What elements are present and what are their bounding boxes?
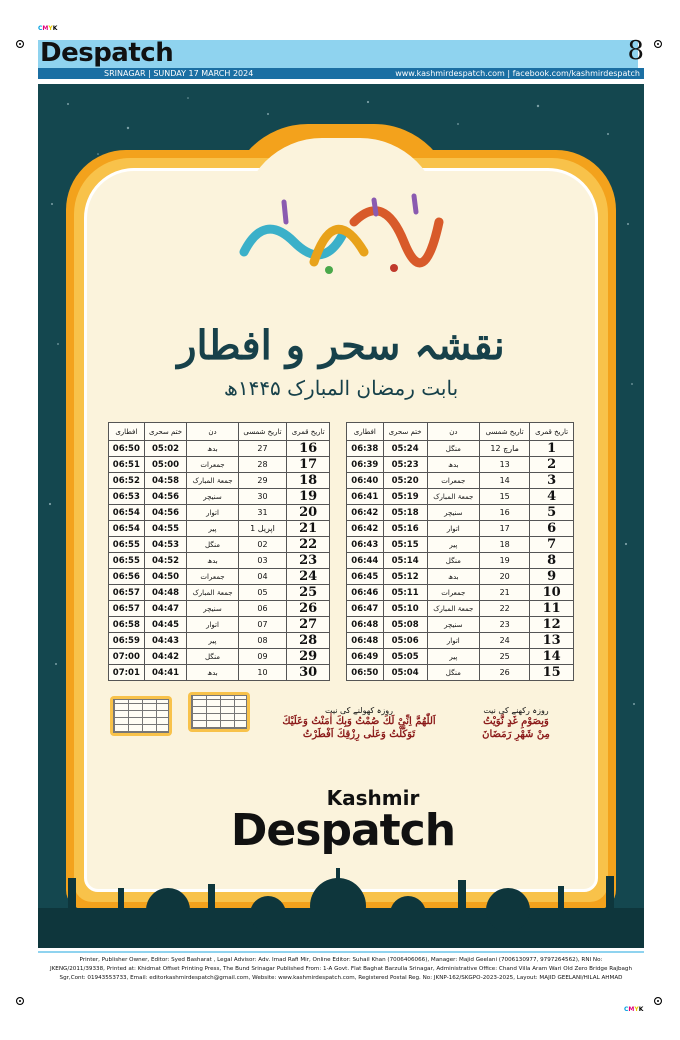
lunar-date: 5 [530, 505, 574, 521]
day-name: اتوار [427, 633, 480, 649]
brand-top: Kashmir [326, 786, 420, 810]
breaking-intention-dua-line1: اَللّٰهُمَّ اِنِّىْ لَكَ صُمْتُ وَبِكَ اٰمَنْتُ وَعَلَيْكَ [282, 716, 436, 727]
lunar-date: 15 [530, 665, 574, 681]
solar-date: 18 [480, 537, 530, 553]
iftar-time: 06:50 [109, 441, 145, 457]
table-row [347, 617, 574, 633]
poster-heading: نقشہ سحر و افطار [177, 322, 505, 369]
day-name: اتوار [427, 521, 480, 537]
sehri-end-time: 04:41 [144, 665, 187, 681]
iftar-time: 06:49 [347, 649, 384, 665]
iftar-time: 06:38 [347, 441, 384, 457]
poster-subheading: بابت رمضان المبارک ۱۴۴۵ھ [223, 376, 459, 400]
imprint-line: Sgr,Cont: 01943553733, Email: editorkashmirdespatch@gmail.com, Website: www.kashmirdespatch.com, Registered Postal Reg. No: JKNP-162/SKGPO-2023-2025, Layout: MAJID GEELANI/HILAL AHMAD [59, 975, 623, 981]
day-name: بدھ [187, 665, 238, 681]
page-number: 8 [627, 36, 644, 66]
breaking-fast-intention [274, 706, 444, 741]
solar-date: 09 [238, 649, 287, 665]
solar-date: 13 [480, 457, 530, 473]
sehri-end-time: 05:06 [383, 633, 427, 649]
kashmir-despatch-logo [188, 786, 498, 856]
masthead [38, 36, 644, 80]
iftar-time: 06:57 [109, 585, 145, 601]
iftar-time: 06:55 [109, 537, 145, 553]
sehri-end-time: 04:50 [144, 569, 187, 585]
solar-date: 16 [480, 505, 530, 521]
iftar-time: 06:46 [347, 585, 384, 601]
day-name: پیر [187, 633, 238, 649]
fasting-intention-dua-line1: وَبِصَوْمِ غَدٍ نَّوَيْتُ [483, 716, 549, 727]
sehri-end-time: 04:53 [144, 537, 187, 553]
day-name: بدھ [427, 457, 480, 473]
lunar-date: 9 [530, 569, 574, 585]
table-row [109, 569, 330, 585]
iftar-time: 06:55 [109, 553, 145, 569]
solar-date: 15 [480, 489, 530, 505]
solar-date: 04 [238, 569, 287, 585]
day-name: بدھ [187, 553, 238, 569]
table-row [347, 633, 574, 649]
solar-date: 03 [238, 553, 287, 569]
solar-date: 14 [480, 473, 530, 489]
solar-date: 17 [480, 521, 530, 537]
day-name: جمعۃ المبارک [427, 601, 480, 617]
solar-date: 25 [480, 649, 530, 665]
iftar-time: 06:42 [347, 505, 384, 521]
sehri-end-time: 04:43 [144, 633, 187, 649]
solar-date: 05 [238, 585, 287, 601]
iftar-time: 06:50 [347, 665, 384, 681]
table-row [109, 617, 330, 633]
table-row [347, 585, 574, 601]
lunar-date: 14 [530, 649, 574, 665]
solar-date: 29 [238, 473, 287, 489]
lunar-date: 3 [530, 473, 574, 489]
sehri-end-time: 05:15 [383, 537, 427, 553]
lunar-date: 8 [530, 553, 574, 569]
iftar-time: 06:53 [109, 489, 145, 505]
lunar-date: 26 [287, 601, 330, 617]
day-name: جمعرات [187, 569, 238, 585]
lunar-date: 22 [287, 537, 330, 553]
iftar-time: 06:47 [347, 601, 384, 617]
brand-bottom: Despatch [230, 805, 456, 856]
registration-mark [654, 997, 662, 1005]
ramadan-poster [38, 84, 644, 948]
sehri-end-time: 05:11 [383, 585, 427, 601]
iftar-time: 06:39 [347, 457, 384, 473]
sehri-end-time: 05:18 [383, 505, 427, 521]
lunar-date: 10 [530, 585, 574, 601]
table-row [347, 569, 574, 585]
solar-date: 12 مارچ [480, 441, 530, 457]
breaking-intention-title: روزہ کھولنے کی نیت [324, 706, 394, 715]
day-name: سنیچر [187, 489, 238, 505]
iftar-time: 06:54 [109, 521, 145, 537]
lunar-date: 1 [530, 441, 574, 457]
sehri-end-time: 05:02 [144, 441, 187, 457]
sehri-end-time: 04:56 [144, 505, 187, 521]
day-name: سنیچر [427, 505, 480, 521]
iftar-time: 06:57 [109, 601, 145, 617]
breaking-intention-dua-line2: تَوَكَّلْتُ وَعَلٰى رِزْقِكَ اَفْطَرْتُ [302, 729, 416, 740]
masthead-strip [38, 68, 644, 79]
calligraphy-label: رمضان کریم [337, 278, 343, 279]
solar-date: 20 [480, 569, 530, 585]
lunar-date: 17 [287, 457, 330, 473]
lunar-date: 19 [287, 489, 330, 505]
table-row [347, 441, 574, 457]
col-sehri-end: ختم سحری [144, 423, 187, 441]
solar-date: 26 [480, 665, 530, 681]
lunar-date: 12 [530, 617, 574, 633]
sehri-end-time: 05:08 [383, 617, 427, 633]
lunar-date: 18 [287, 473, 330, 489]
footer-rule [38, 951, 644, 953]
solar-date: 1 اپریل [238, 521, 287, 537]
table-row [109, 649, 330, 665]
lunar-date: 2 [530, 457, 574, 473]
table-row [109, 505, 330, 521]
cmyk-mark-top: CMYK [38, 25, 58, 32]
imprint-line: Printer, Publisher Owner, Editor: Syed Basharat , Legal Advisor: Adv. Imad Rafi Mir, Online Editor: Suhail Khan (7006406066), Manager: Majid Geelani (7006130977, 9797264562), RNI No: [79, 957, 603, 963]
solar-date: 30 [238, 489, 287, 505]
table-row [347, 601, 574, 617]
sehri-end-time: 05:20 [383, 473, 427, 489]
lunar-date: 4 [530, 489, 574, 505]
day-name: بدھ [427, 569, 480, 585]
col-solar-date: تاریخ شمسی [238, 423, 287, 441]
web-links: www.kashmirdespatch.com | facebook.com/kashmirdespatch [395, 69, 640, 78]
lunar-date: 7 [530, 537, 574, 553]
mosque-skyline [38, 858, 644, 948]
day-name: منگل [427, 665, 480, 681]
lunar-date: 20 [287, 505, 330, 521]
day-name: منگل [187, 537, 238, 553]
iftar-time: 06:40 [347, 473, 384, 489]
table-row [109, 601, 330, 617]
table-row [347, 649, 574, 665]
masthead-title: Despatch [40, 38, 174, 68]
table-row [347, 457, 574, 473]
iftar-time: 07:01 [109, 665, 145, 681]
iftar-time: 06:41 [347, 489, 384, 505]
solar-date: 06 [238, 601, 287, 617]
iftar-time: 07:00 [109, 649, 145, 665]
sehri-end-time: 04:58 [144, 473, 187, 489]
day-name: اتوار [187, 617, 238, 633]
day-name: منگل [187, 649, 238, 665]
solar-date: 23 [480, 617, 530, 633]
day-name: سنیچر [187, 601, 238, 617]
sehri-end-time: 04:55 [144, 521, 187, 537]
sehri-end-time: 04:52 [144, 553, 187, 569]
lunar-date: 21 [287, 521, 330, 537]
solar-date: 28 [238, 457, 287, 473]
col-day: دن [187, 423, 238, 441]
sehri-end-time: 05:24 [383, 441, 427, 457]
solar-date: 21 [480, 585, 530, 601]
imprint-line: JKENG/2011/39338, Printed at: Khidmat Offset Printing Press, The Bund Srinagar Published From: 1-A Govt. Flat Baghat Barzulla Srinagar, Administrative Office: Chand Villa Aram Wari Old Zero Bridge Rajbagh [49, 966, 633, 972]
day-name: جمعۃ المبارک [187, 585, 238, 601]
day-name: منگل [427, 553, 480, 569]
iftar-time: 06:52 [109, 473, 145, 489]
table-row [347, 521, 574, 537]
table-row [109, 665, 330, 681]
ramadan-kareem-calligraphy [224, 182, 456, 282]
col-iftar: افطاری [347, 423, 384, 441]
iftar-time: 06:51 [109, 457, 145, 473]
day-name: جمعۃ المبارک [427, 489, 480, 505]
lunar-date: 11 [530, 601, 574, 617]
lunar-date: 24 [287, 569, 330, 585]
fasting-intention [456, 706, 576, 741]
solar-date: 02 [238, 537, 287, 553]
table-row [347, 665, 574, 681]
lunar-date: 13 [530, 633, 574, 649]
lunar-date: 27 [287, 617, 330, 633]
day-name: بدھ [187, 441, 238, 457]
iftar-time: 06:54 [109, 505, 145, 521]
table-row [347, 553, 574, 569]
solar-date: 24 [480, 633, 530, 649]
lunar-date: 16 [287, 441, 330, 457]
sehri-end-time: 04:45 [144, 617, 187, 633]
cmyk-mark-bottom: CMYK [624, 1006, 644, 1013]
col-solar-date: تاریخ شمسی [480, 423, 530, 441]
day-name: جمعۃ المبارک [187, 473, 238, 489]
table-row [109, 537, 330, 553]
registration-mark [16, 40, 24, 48]
day-name: پیر [187, 521, 238, 537]
sehri-end-time: 05:19 [383, 489, 427, 505]
day-name: جمعرات [187, 457, 238, 473]
lunar-date: 23 [287, 553, 330, 569]
table-row [109, 473, 330, 489]
lunar-date: 25 [287, 585, 330, 601]
solar-date: 07 [238, 617, 287, 633]
sehri-end-time: 04:42 [144, 649, 187, 665]
table-row [347, 537, 574, 553]
lunar-date: 30 [287, 665, 330, 681]
iftar-time: 06:44 [347, 553, 384, 569]
lunar-date: 29 [287, 649, 330, 665]
fasting-intention-title: روزہ رکھنے کی نیت [483, 706, 549, 715]
table-row [109, 489, 330, 505]
day-name: پیر [427, 649, 480, 665]
sehri-end-time: 05:16 [383, 521, 427, 537]
iftar-time: 06:45 [347, 569, 384, 585]
solar-date: 22 [480, 601, 530, 617]
mini-timetable-thumbnail [110, 696, 172, 736]
sehri-end-time: 04:56 [144, 489, 187, 505]
day-name: جمعرات [427, 585, 480, 601]
iftar-time: 06:48 [347, 617, 384, 633]
day-name: جمعرات [427, 473, 480, 489]
dateline: SRINAGAR | SUNDAY 17 MARCH 2024 [104, 69, 254, 78]
sehri-end-time: 05:04 [383, 665, 427, 681]
solar-date: 08 [238, 633, 287, 649]
registration-mark [654, 40, 662, 48]
solar-date: 10 [238, 665, 287, 681]
sehri-end-time: 05:00 [144, 457, 187, 473]
table-row [109, 553, 330, 569]
sehri-end-time: 05:14 [383, 553, 427, 569]
day-name: اتوار [187, 505, 238, 521]
timetable-days-1-15 [346, 422, 574, 681]
col-sehri-end: ختم سحری [383, 423, 427, 441]
table-row [347, 473, 574, 489]
mini-timetable-thumbnail [188, 692, 250, 732]
col-day: دن [427, 423, 480, 441]
table-row [347, 489, 574, 505]
table-row [109, 633, 330, 649]
sehri-end-time: 05:12 [383, 569, 427, 585]
lunar-date: 6 [530, 521, 574, 537]
iftar-time: 06:43 [347, 537, 384, 553]
table-row [109, 441, 330, 457]
solar-date: 27 [238, 441, 287, 457]
table-row [109, 521, 330, 537]
lunar-date: 28 [287, 633, 330, 649]
fasting-intention-dua-line2: مِنْ شَهْرِ رَمَضَانَ [482, 729, 550, 740]
sehri-end-time: 05:10 [383, 601, 427, 617]
solar-date: 19 [480, 553, 530, 569]
iftar-time: 06:59 [109, 633, 145, 649]
day-name: سنیچر [427, 617, 480, 633]
iftar-time: 06:56 [109, 569, 145, 585]
iftar-time: 06:58 [109, 617, 145, 633]
iftar-time: 06:42 [347, 521, 384, 537]
col-lunar-date: تاریخ قمری [530, 423, 574, 441]
sehri-end-time: 05:05 [383, 649, 427, 665]
col-lunar-date: تاریخ قمری [287, 423, 330, 441]
col-iftar: افطاری [109, 423, 145, 441]
solar-date: 31 [238, 505, 287, 521]
registration-mark [16, 997, 24, 1005]
table-row [109, 457, 330, 473]
sehri-end-time: 04:48 [144, 585, 187, 601]
imprint [38, 956, 644, 983]
table-row [109, 585, 330, 601]
day-name: منگل [427, 441, 480, 457]
timetable-days-16-30 [108, 422, 330, 681]
sehri-end-time: 04:47 [144, 601, 187, 617]
sehri-end-time: 05:23 [383, 457, 427, 473]
iftar-time: 06:48 [347, 633, 384, 649]
day-name: پیر [427, 537, 480, 553]
table-row [347, 505, 574, 521]
